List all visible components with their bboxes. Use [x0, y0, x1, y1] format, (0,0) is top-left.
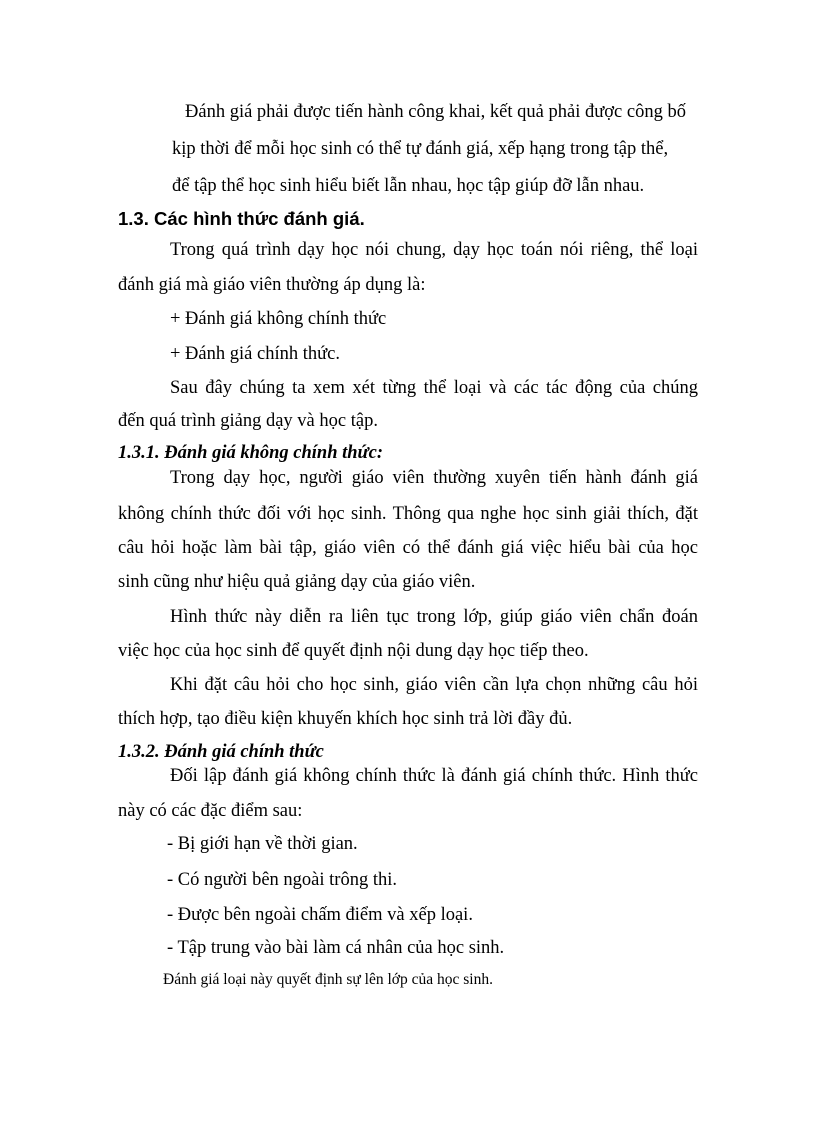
- paragraph-line: Hình thức này diễn ra liên tục trong lớp, giúp giáo viên chẩn đoán: [170, 607, 698, 627]
- paragraph-line: Trong dạy học, người giáo viên thường xuyên tiến hành đánh giá: [170, 468, 698, 488]
- intro-line-2: kịp thời để mỗi học sinh có thể tự đánh giá, xếp hạng trong tập thể,: [172, 139, 669, 159]
- list-item: - Tập trung vào bài làm cá nhân của học sinh.: [167, 938, 505, 958]
- list-item: - Bị giới hạn về thời gian.: [167, 834, 358, 854]
- paragraph-line: thích hợp, tạo điều kiện khuyến khích học sinh trả lời đầy đủ.: [118, 709, 573, 729]
- paragraph-line: này có các đặc điểm sau:: [118, 801, 303, 821]
- paragraph-line: việc học của học sinh để quyết định nội dung dạy học tiếp theo.: [118, 641, 589, 661]
- paragraph-line: câu hỏi hoặc làm bài tập, giáo viên có thể đánh giá việc hiểu bài của học: [118, 538, 698, 558]
- intro-line-1: Đánh giá phải được tiến hành công khai, kết quả phải được công bố: [185, 102, 686, 122]
- paragraph-line: Sau đây chúng ta xem xét từng thể loại và các tác động của chúng: [170, 378, 698, 398]
- section-1-3-2-heading: 1.3.2. Đánh giá chính thức: [118, 742, 324, 762]
- intro-line-3: để tập thể học sinh hiểu biết lẫn nhau, học tập giúp đỡ lẫn nhau.: [172, 176, 645, 196]
- list-item: - Có người bên ngoài trông thi.: [167, 870, 397, 890]
- paragraph-line: đến quá trình giảng dạy và học tập.: [118, 411, 378, 431]
- paragraph-line: Trong quá trình dạy học nói chung, dạy học toán nói riêng, thể loại: [170, 240, 698, 260]
- paragraph-line: Khi đặt câu hỏi cho học sinh, giáo viên cần lựa chọn những câu hỏi: [170, 675, 698, 695]
- paragraph-line: không chính thức đối với học sinh. Thông qua nghe học sinh giải thích, đặt: [118, 504, 698, 524]
- paragraph-line: đánh giá mà giáo viên thường áp dụng là:: [118, 275, 426, 295]
- section-1-3-heading: 1.3. Các hình thức đánh giá.: [118, 208, 365, 229]
- paragraph-line: sinh cũng như hiệu quả giảng dạy của giáo viên.: [118, 572, 476, 592]
- closing-line: Đánh giá loại này quyết định sự lên lớp của học sinh.: [163, 971, 493, 988]
- paragraph-line: Đối lập đánh giá không chính thức là đánh giá chính thức. Hình thức: [170, 766, 698, 786]
- section-1-3-1-heading: 1.3.1. Đánh giá không chính thức:: [118, 443, 384, 463]
- list-item: + Đánh giá không chính thức: [170, 309, 387, 329]
- list-item: - Được bên ngoài chấm điểm và xếp loại.: [167, 905, 473, 925]
- list-item: + Đánh giá chính thức.: [170, 344, 340, 364]
